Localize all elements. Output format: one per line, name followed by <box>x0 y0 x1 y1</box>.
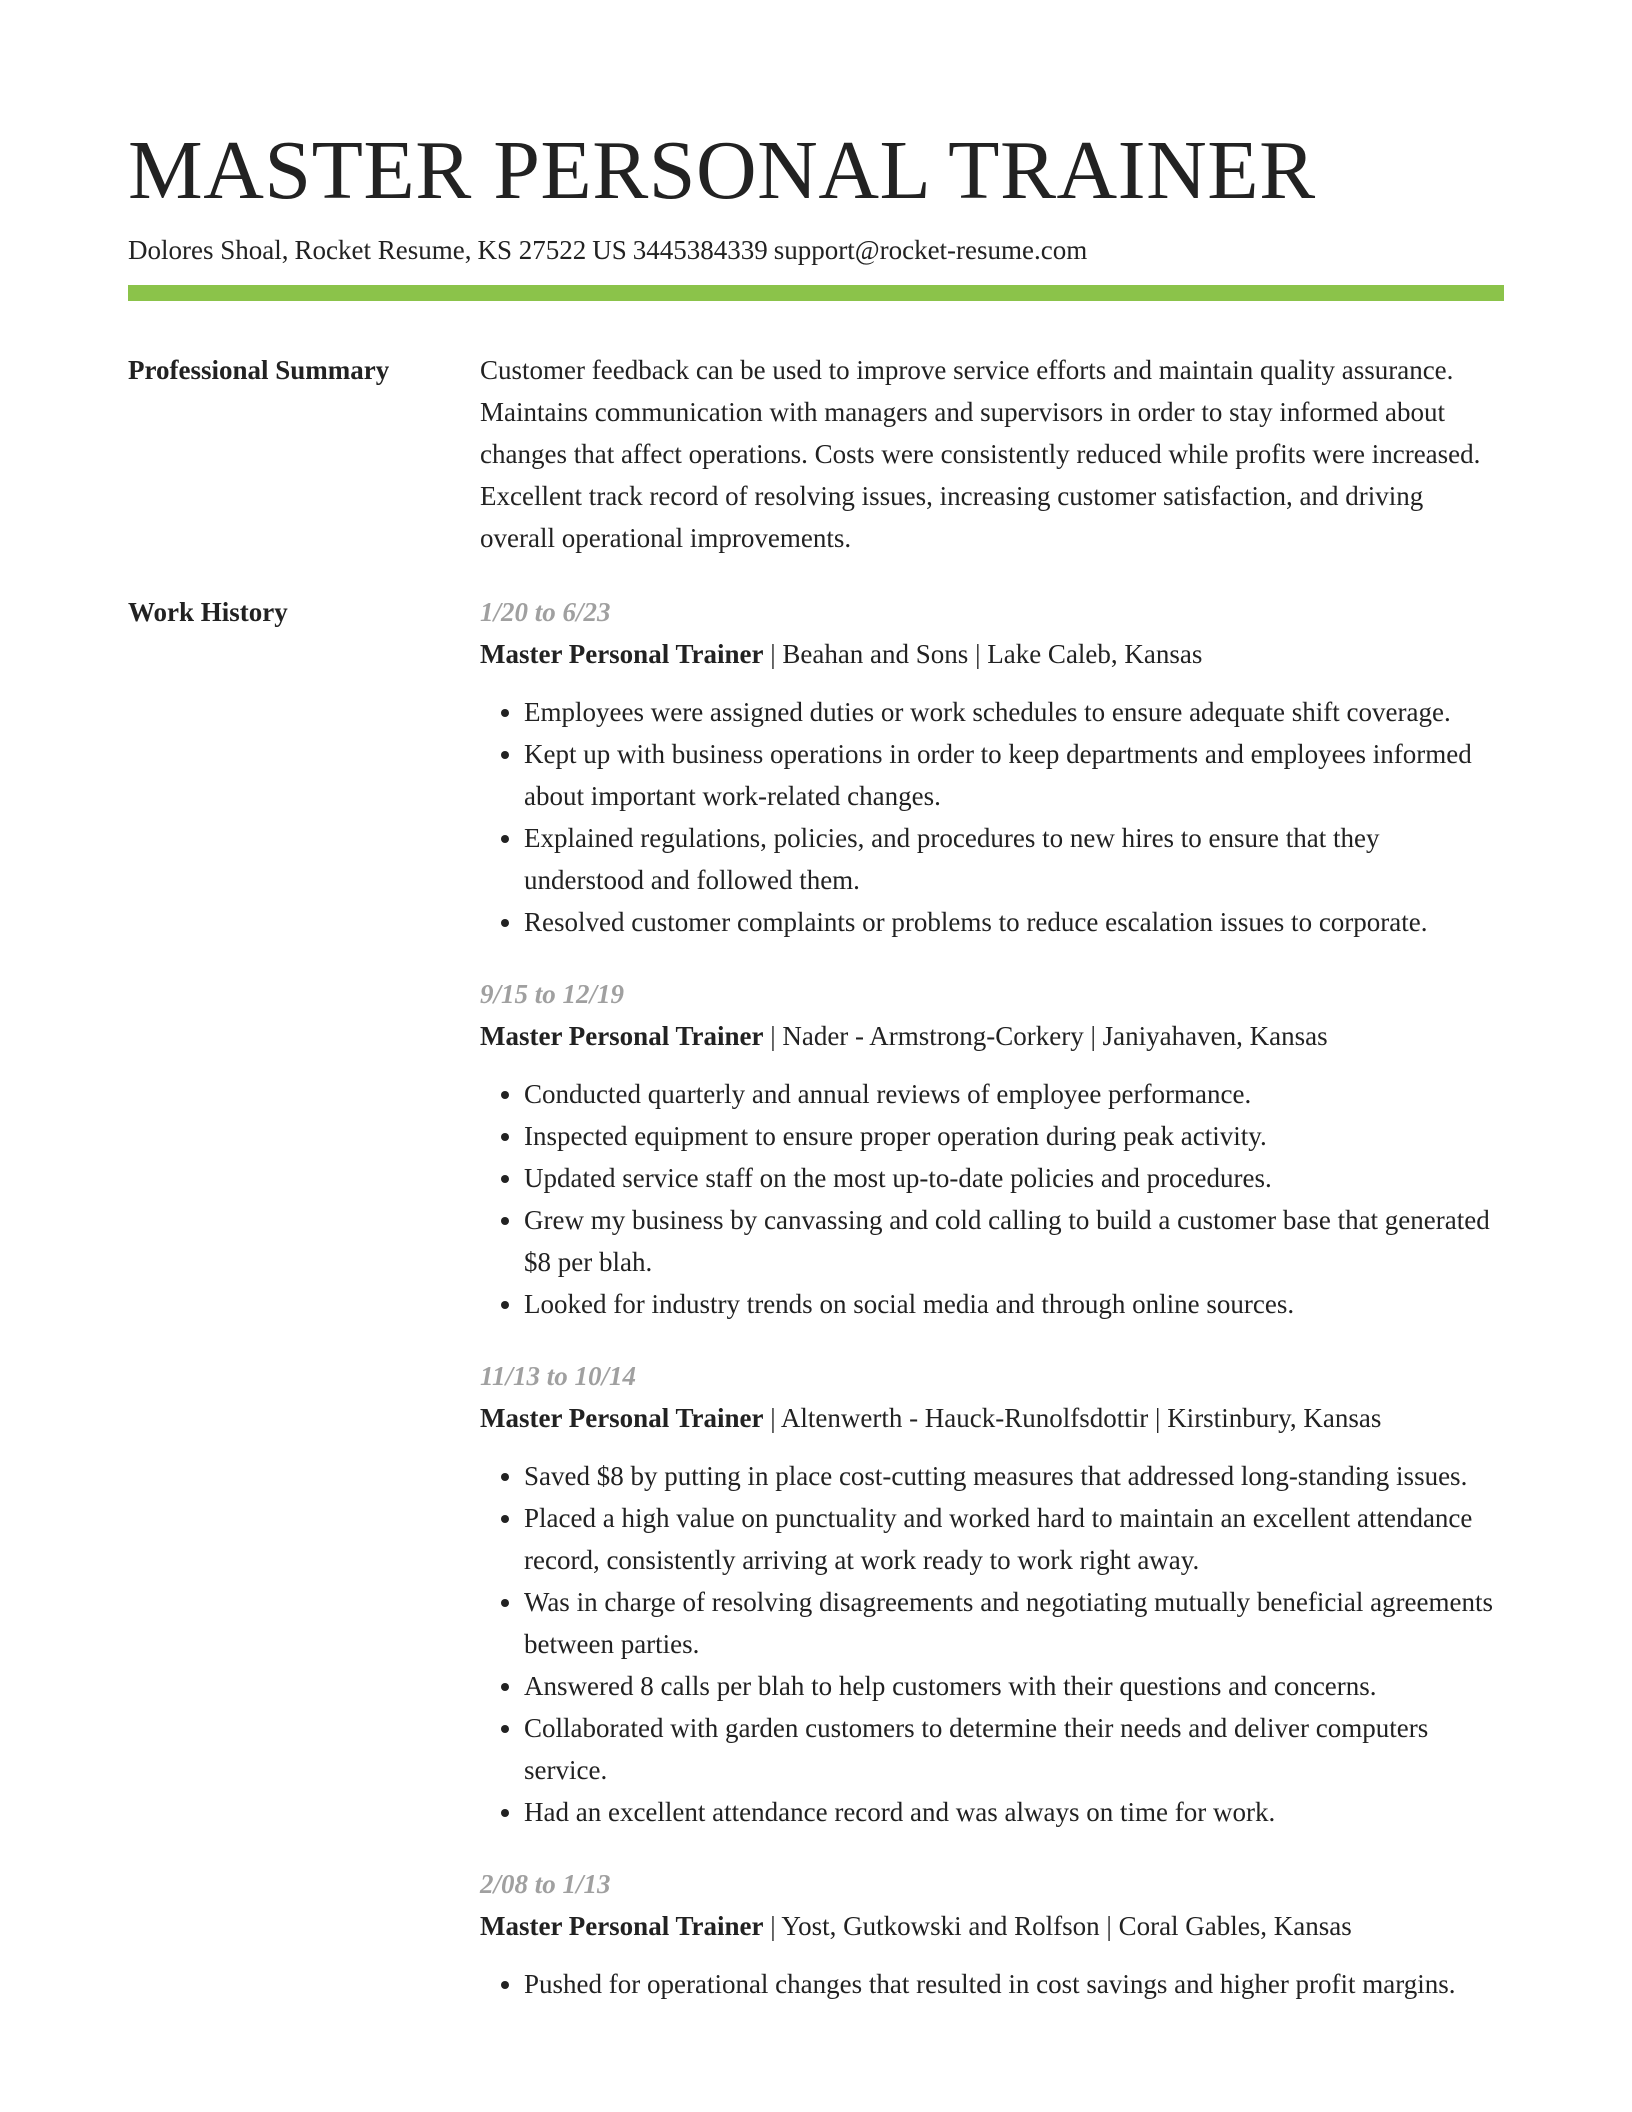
job-bullets <box>480 1963 1504 2005</box>
contact-name: Dolores Shoal, <box>128 235 289 265</box>
job-dates: 9/15 to 12/19 <box>480 979 625 1009</box>
job-bullet-item: • Pushed for operational changes that resulted in cost savings and higher profit margins. <box>524 1963 1504 2005</box>
work-history-heading: Work History <box>128 597 288 627</box>
job-location: Lake Caleb, Kansas <box>987 639 1203 669</box>
job-company: Nader - Armstrong-Corkery <box>782 1021 1084 1051</box>
job-company: Yost, Gutkowski and Rolfson <box>781 1911 1100 1941</box>
job-entry <box>480 973 1504 1325</box>
separator: | <box>763 639 783 669</box>
summary-section <box>480 349 1504 559</box>
job-bullets <box>480 1455 1504 1833</box>
contact-city: Rocket Resume, <box>294 235 472 265</box>
job-bullet-item: • Placed a high value on punctuality and worked hard to maintain an excellent attendance record, consistently arriving at work ready to work right away. <box>524 1497 1504 1581</box>
job-location: Janiyahaven, Kansas <box>1102 1021 1328 1051</box>
job-bullets <box>480 1073 1504 1325</box>
contact-state-zip: KS 27522 <box>477 235 587 265</box>
job-bullet-item: • Updated service staff on the most up-to-date policies and procedures. <box>524 1157 1504 1199</box>
job-bullet-item: • Employees were assigned duties or work schedules to ensure adequate shift coverage. <box>524 691 1504 733</box>
separator: | <box>763 1911 782 1941</box>
separator: | <box>763 1021 783 1051</box>
summary-heading: Professional Summary <box>128 355 390 385</box>
job-bullet-item: • Inspected equipment to ensure proper operation during peak activity. <box>524 1115 1504 1157</box>
job-dates: 1/20 to 6/23 <box>480 597 611 627</box>
separator: | <box>968 639 988 669</box>
job-title-line <box>480 1397 1504 1439</box>
job-entry <box>480 1863 1504 2005</box>
job-bullet-item: • Kept up with business operations in order to keep departments and employees informed about important work-related changes. <box>524 733 1504 817</box>
job-entry <box>480 591 1504 943</box>
job-bullet-item: • Was in charge of resolving disagreements and negotiating mutually beneficial agreements between parties. <box>524 1581 1504 1665</box>
job-title-line <box>480 633 1504 675</box>
job-title: Master Personal Trainer <box>480 1021 764 1051</box>
job-location: Kirstinbury, Kansas <box>1167 1403 1382 1433</box>
job-location: Coral Gables, Kansas <box>1118 1911 1352 1941</box>
job-bullet-item: • Conducted quarterly and annual reviews of employee performance. <box>524 1073 1504 1115</box>
job-bullet-item: • Had an excellent attendance record and was always on time for work. <box>524 1791 1504 1833</box>
job-bullets <box>480 691 1504 943</box>
summary-text: Customer feedback can be used to improve service efforts and maintain quality assurance. Maintains communication with managers and supervisors in order to stay informed about changes that affect operations. Costs were consistently reduced while profits were increased. Excellent track record of resolving issues, increasing customer satisfaction, and driving overall operational improvements. <box>480 355 1481 553</box>
job-dates: 11/13 to 10/14 <box>480 1361 637 1391</box>
job-bullet-item: • Resolved customer complaints or problems to reduce escalation issues to corporate. <box>524 901 1504 943</box>
job-entry <box>480 1355 1504 1833</box>
job-title-line <box>480 1015 1504 1057</box>
separator: | <box>1148 1403 1168 1433</box>
job-title-line <box>480 1905 1504 1947</box>
job-title: Master Personal Trainer <box>480 639 764 669</box>
job-company: Altenwerth - Hauck-Runolfsdottir <box>780 1403 1149 1433</box>
header-divider <box>128 285 1504 301</box>
resume-title: MASTER PERSONAL TRAINER <box>128 124 1316 217</box>
work-history-section <box>480 591 1504 2035</box>
contact-line <box>128 232 1093 268</box>
contact-phone: 3445384339 <box>632 235 768 265</box>
job-bullet-item: • Grew my business by canvassing and cold calling to build a customer base that generated $8 per blah. <box>524 1199 1504 1283</box>
separator: | <box>763 1403 781 1433</box>
job-bullet-item: • Saved $8 by putting in place cost-cutting measures that addressed long-standing issues. <box>524 1455 1504 1497</box>
separator: | <box>1083 1021 1103 1051</box>
separator: | <box>1099 1911 1119 1941</box>
job-title: Master Personal Trainer <box>480 1403 764 1433</box>
contact-country: US <box>592 235 627 265</box>
job-bullet-item: • Collaborated with garden customers to determine their needs and deliver computers service. <box>524 1707 1504 1791</box>
job-bullet-item: • Explained regulations, policies, and procedures to new hires to ensure that they understood and followed them. <box>524 817 1504 901</box>
job-bullet-item: • Answered 8 calls per blah to help customers with their questions and concerns. <box>524 1665 1504 1707</box>
job-bullet-item: • Looked for industry trends on social media and through online sources. <box>524 1283 1504 1325</box>
contact-email: support@rocket-resume.com <box>773 235 1088 265</box>
job-dates: 2/08 to 1/13 <box>480 1869 611 1899</box>
job-company: Beahan and Sons <box>782 639 969 669</box>
job-title: Master Personal Trainer <box>480 1911 764 1941</box>
